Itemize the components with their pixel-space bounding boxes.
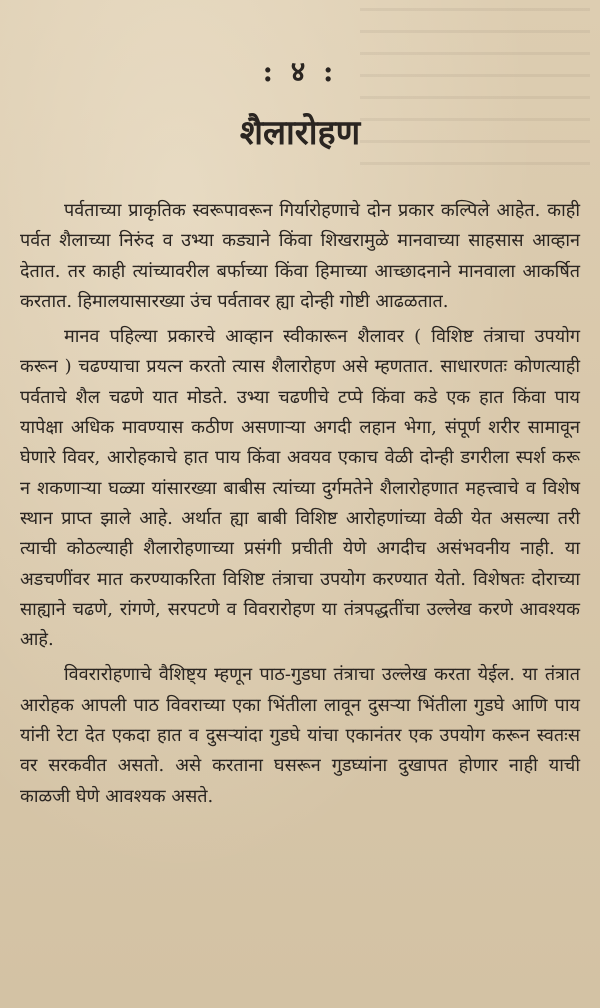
chapter-title: शैलारोहण	[239, 113, 361, 153]
page-number: : ४ :	[262, 55, 338, 88]
paragraph-3: विवरारोहणाचे वैशिष्ट्य म्हणून पाठ-गुडघा तंत्राचा उल्लेख करता येईल. या तंत्रात आरोहक आपली पाठ विवराच्या एका भिंतीला लावून दुसऱ्या भिंतीला गुडघे आणि पाय यांनी रेटा देत एकदा हात व दुसऱ्यांदा गुडघे यांचा एकानंतर एक उपयोग करून स्वतःस वर सरकवीत असतो. असे करताना घसरून गुडघ्यांना दुखापत होणार नाही याची काळजी घेणे आवश्यक असते.	[20, 664, 580, 807]
paragraph-2: मानव पहिल्या प्रकारचे आव्हान स्वीकारून शैलावर ( विशिष्ट तंत्राचा उपयोग करून ) चढण्याचा प्रयत्न करतो त्यास शैलारोहण असे म्हणतात. साधारणतः कोणत्याही पर्वताचे शैल चढणे यात मोडते. उभ्या चढणीचे टप्पे किंवा कडे एक हात किंवा पाय यापेक्षा अधिक मावण्यास कठीण असणाऱ्या अगदी लहान भेगा, संपूर्ण शरीर सामावून घेणारे विवर, आरोहकाचे हात पाय किंवा अवयव एकाच वेळी दोन्ही डगरीला स्पर्श करू न शकणाऱ्या घळ्या यांसारख्या बाबीस त्यांच्या दुर्गमतेने शैलारोहणात महत्त्वाचे व विशेष स्थान प्राप्त झाले आहे. अर्थात ह्या बाबी विशिष्ट आरोहणांच्या वेळी येत असल्या तरी त्याची कोठल्याही शैलारोहणाच्या प्रसंगी प्रचीती येणे अगदीच असंभवनीय नाही. या अडचणींवर मात करण्याकरिता विशिष्ट तंत्राचा उपयोग करण्यात येतो. विशेषतः दोराच्या साह्याने चढणे, रांगणे, सरपटणे व विवरारोहण या तंत्रपद्धतींचा उल्लेख करणे आवश्यक आहे.	[20, 326, 580, 651]
paragraph-1: पर्वताच्या प्राकृतिक स्वरूपावरून गिर्यारोहणाचे दोन प्रकार कल्पिले आहेत. काही पर्वत शैलाच्या निरुंद व उभ्या कड्याने किंवा शिखरामुळे मानवाच्या साहसास आव्हान देतात. तर काही त्यांच्यावरील बर्फाच्या किंवा हिमाच्या आच्छादनाने मानवाला आकर्षित करतात. हिमालयासारख्या उंच पर्वतावर ह्या दोन्ही गोष्टी आढळतात.	[20, 200, 580, 312]
body-text	[20, 196, 580, 817]
